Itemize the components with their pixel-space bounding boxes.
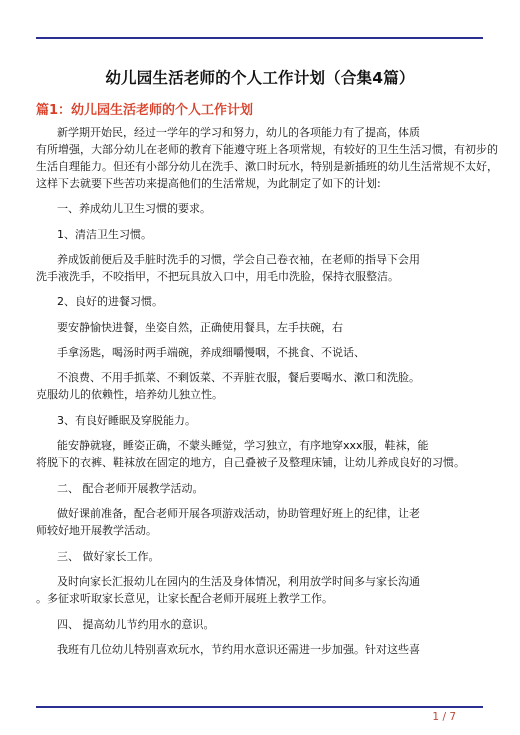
section-item: 一、养成幼儿卫生习惯的要求。: [57, 202, 211, 215]
paragraph-line: 及时向家长汇报幼儿在园内的生活及身体情况，利用放学时间多与家长沟通: [57, 575, 420, 588]
paragraph-line: 这样下去就要下些苦功来提高他们的生活常规，为此制定了如下的计划:: [36, 177, 381, 190]
paragraph-line: 。多征求听取家长意见，让家长配合老师开展班上教学工作。: [36, 592, 333, 605]
footer-rule: [36, 706, 483, 708]
section-item: 三、 做好家长工作。: [57, 550, 160, 563]
header-rule: [36, 37, 483, 39]
section-heading: 篇1：幼儿园生活老师的个人工作计划: [36, 103, 254, 118]
paragraph-line: 做好课前准备，配合老师开展各项游戏活动，协助管理好班上的纪律，让老: [57, 507, 420, 520]
section-item: 二、 配合老师开展教学活动。: [57, 482, 204, 495]
paragraph-line: 将脱下的衣裤、鞋袜放在固定的地方，自己叠被子及整理床铺，让幼儿养成良好的习惯。: [36, 456, 465, 469]
paragraph-line: 要安静愉快进餐，坐姿自然，正确使用餐具，左手扶碗，右: [57, 321, 343, 334]
paragraph-line: 有所增强，大部分幼儿在老师的教育下能遵守班上各项常规，有较好的卫生生活习惯，有初步的: [36, 143, 498, 156]
paragraph-line: 能安静就寝，睡姿正确，不蒙头睡觉，学习独立，有序地穿xxx服，鞋袜，能: [57, 439, 429, 452]
paragraph-line: 我班有几位幼儿特别喜欢玩水，节约用水意识还需进一步加强。针对这些喜: [57, 643, 420, 656]
paragraph-line: 不浪费、不用手抓菜、不剩饭菜、不弄脏衣服，餐后要喝水、漱口和洗脸。: [57, 371, 420, 384]
paragraph-line: 洗手液洗手，不咬指甲，不把玩具放入口中，用毛巾洗脸，保持衣服整洁。: [36, 270, 399, 283]
paragraph-line: 克服幼儿的依赖性，培养幼儿独立性。: [36, 388, 223, 401]
paragraph-line: 新学期开始民，经过一学年的学习和努力，幼儿的各项能力有了提高，体质: [57, 126, 420, 139]
sub-item: 3、有良好睡眠及穿脱能力。: [57, 414, 196, 427]
paragraph-line: 养成饭前便后及手脏时洗手的习惯，学会自己卷衣袖，在老师的指导下会用: [57, 253, 420, 266]
paragraph-line: 手拿汤匙，喝汤时两手端碗，养成细嚼慢咽，不挑食、不说话、: [57, 346, 365, 359]
paragraph-line: 师较好地开展教学活动。: [36, 524, 157, 537]
document-title: 幼儿园生活老师的个人工作计划（合集4篇）: [105, 69, 415, 87]
section-item: 四、 提高幼儿节约用水的意识。: [57, 618, 215, 631]
sub-item: 2、良好的进餐习惯。: [57, 295, 163, 308]
page-number: 1 / 7: [432, 711, 456, 723]
paragraph-line: 生活自理能力。但还有小部分幼儿在洗手、漱口时玩水，特别是新插班的幼儿生活常规不太好，: [36, 160, 498, 173]
sub-item: 1、清洁卫生习惯。: [57, 228, 152, 241]
